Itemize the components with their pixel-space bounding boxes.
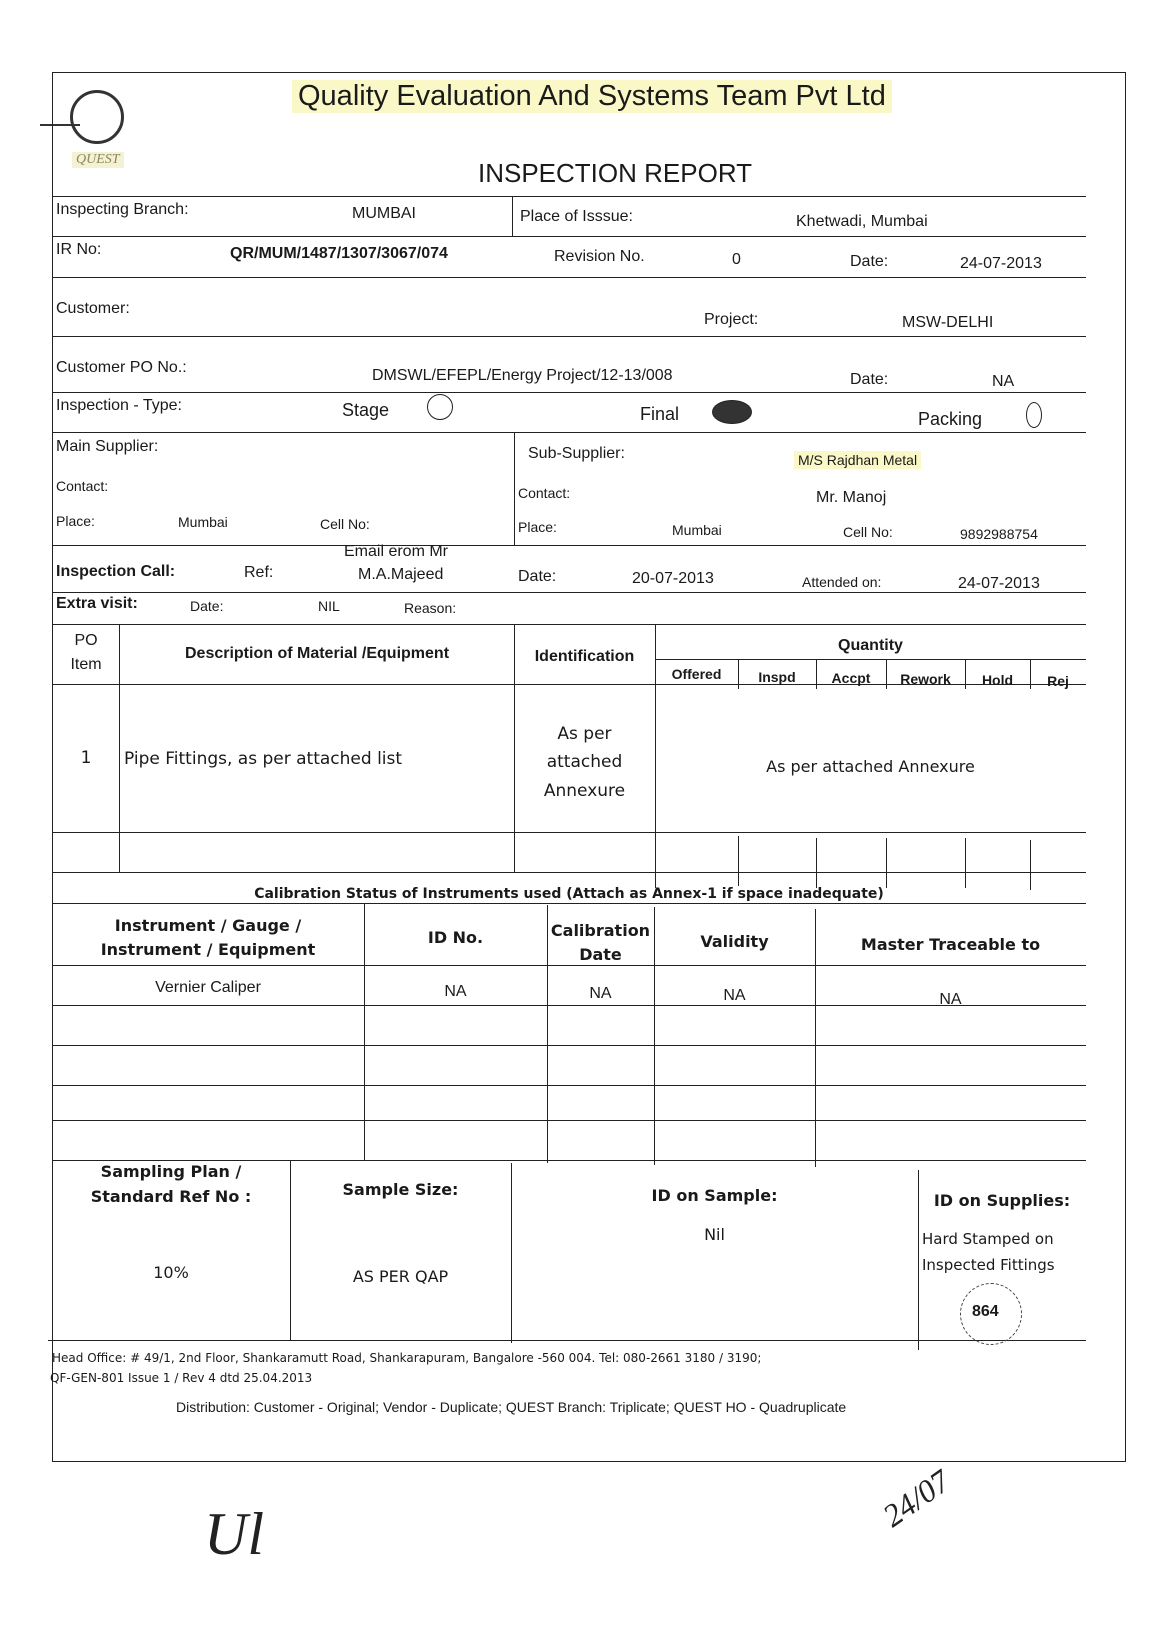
divider [52,432,1086,433]
customer-po-label: Customer PO No.: [56,359,187,376]
inspecting-branch-value: MUMBAI [352,205,416,222]
divider [52,1160,1086,1161]
revision-label: Revision No. [554,248,645,265]
divider [514,432,515,545]
report-title: INSPECTION REPORT [478,158,753,188]
divider [547,905,548,1163]
sampling-plan-label-1: Sampling Plan / [100,1162,242,1181]
cal-header-instrument-2: Instrument / Equipment [100,940,316,959]
cal-header-instrument-1: Instrument / Gauge / [114,916,302,935]
sample-size-value: AS PER QAP [352,1267,449,1286]
po-date-value: NA [992,373,1015,390]
cal-row-master: NA [939,991,962,1008]
inspection-call-label: Inspection Call: [56,563,176,580]
divider [52,236,1086,237]
header-quantity: Quantity [838,637,903,654]
customer-po-value: DMSWL/EFEPL/Energy Project/12-13/008 [372,367,673,384]
inspection-type-stage-radio[interactable] [427,394,453,420]
attended-on-label: Attended on: [802,574,882,590]
divider [48,1340,1086,1341]
sub-supplier-cell-value: 9892988754 [960,526,1038,542]
inspection-call-ref-line1: Email erom Mr [344,543,449,560]
quest-logo-text: QUEST [72,152,124,168]
sub-supplier-label: Sub-Supplier: [528,445,625,462]
sub-supplier-cell-label: Cell No: [843,524,893,540]
header-rej: Rej [1047,673,1069,689]
signature-left: Ul [204,1501,264,1567]
divider [52,872,1086,873]
report-date-label: Date: [850,253,889,270]
distribution-note: Distribution: Customer - Original; Vendor - Duplicate; QUEST Branch: Triplicate; QUEST HO - Quadruplicate [176,1399,847,1415]
divider [1030,840,1031,890]
company-name: Quality Evaluation And Systems Team Pvt Ltd [292,80,892,113]
extra-visit-date-label: Date: [190,598,224,614]
divider [512,196,513,236]
header-rework: Rework [900,671,951,687]
cal-row-id-no: NA [444,983,467,1000]
head-office-address: Head Office: # 49/1, 2nd Floor, Shankaramutt Road, Shankarapuram, Bangalore -560 004. Tel: 080-2661 3180 / 3190; [52,1351,762,1365]
sub-supplier-name: M/S Rajdhan Metal [794,451,921,469]
main-supplier-label: Main Supplier: [56,438,159,455]
customer-label: Customer: [56,300,130,317]
header-po-item-2: Item [70,656,102,673]
sub-supplier-place-value: Mumbai [672,522,722,538]
header-description: Description of Material /Equipment [184,645,450,662]
sub-supplier-contact-value: Mr. Manoj [816,489,887,506]
inspection-type-final-radio[interactable] [712,400,752,424]
signature-right: 24/07 [875,1462,957,1534]
header-offered: Offered [671,666,722,682]
divider [52,196,1086,197]
cal-row-instrument: Vernier Caliper [155,979,261,996]
divider [52,545,1086,546]
divider [816,838,817,888]
item-row-quantity: As per attached Annexure [766,757,975,776]
sample-size-label: Sample Size: [342,1180,459,1199]
stamp-text: 864 [972,1303,999,1320]
project-value: MSW-DELHI [902,314,994,331]
cal-header-id-no: ID No. [427,928,484,947]
divider [52,624,1086,625]
inspection-call-date-label: Date: [518,568,557,585]
main-supplier-place-value: Mumbai [178,514,228,530]
divider [52,277,1086,278]
cal-row-validity: NA [723,987,746,1004]
item-row-po-item: 1 [80,748,92,768]
place-of-issue-label: Place of Isssue: [520,208,633,225]
id-on-sample-value: Nil [704,1225,725,1244]
main-supplier-place-label: Place: [56,513,95,529]
sub-supplier-place-label: Place: [518,519,557,535]
cal-header-cal-date-2: Date [579,945,622,964]
divider [52,392,1086,393]
cal-header-cal-date-1: Calibration [550,921,651,940]
header-accpt: Accpt [831,670,871,686]
place-of-issue-value: Khetwadi, Mumbai [796,213,928,230]
divider [52,592,1086,593]
item-row-identification-3: Annexure [543,781,626,801]
revision-value: 0 [732,251,741,268]
divider [52,903,1086,904]
sub-supplier-contact-label: Contact: [518,485,571,501]
divider [655,659,1086,660]
header-identification: Identification [534,648,635,665]
sampling-plan-value: 10% [153,1263,189,1282]
cal-row-cal-date: NA [589,985,612,1002]
header-inspd: Inspd [758,669,796,685]
item-row-identification-2: attached [546,752,623,772]
divider [52,965,1086,966]
extra-visit-reason-label: Reason: [404,600,457,616]
cal-header-master: Master Traceable to [860,935,1041,954]
inspection-call-date-value: 20-07-2013 [632,570,714,587]
inspection-type-final-label: Final [640,404,680,424]
id-on-supplies-line2: Inspected Fittings [922,1256,1055,1274]
ir-no-value: QR/MUM/1487/1307/3067/074 [230,245,448,262]
po-date-label: Date: [850,371,889,388]
extra-visit-date-value: NIL [318,598,340,614]
header-hold: Hold [981,672,1014,688]
extra-visit-label: Extra visit: [56,595,138,612]
inspecting-branch-label: Inspecting Branch: [56,201,189,218]
id-on-supplies-label: ID on Supplies: [933,1191,1071,1210]
divider [52,1045,1086,1046]
id-on-supplies-line1: Hard Stamped on [922,1230,1054,1248]
divider [738,836,739,886]
main-supplier-cell-label: Cell No: [320,516,370,532]
header-po-item-1: PO [74,632,98,649]
item-row-identification-1: As per [557,724,612,744]
project-label: Project: [704,311,759,328]
inspection-type-packing-label: Packing [918,409,983,429]
divider [52,832,1086,833]
main-supplier-contact-label: Contact: [56,478,109,494]
inspection-type-stage-label: Stage [342,400,390,420]
divider [52,1120,1086,1121]
divider [52,1085,1086,1086]
inspection-call-ref-label: Ref: [244,564,274,581]
divider [886,838,887,888]
item-row-description: Pipe Fittings, as per attached list [124,749,403,769]
sampling-plan-label-2: Standard Ref No : [90,1187,252,1206]
divider [655,624,656,888]
report-date-value: 24-07-2013 [960,255,1042,272]
attended-on-value: 24-07-2013 [958,575,1040,592]
form-reference: QF-GEN-801 Issue 1 / Rev 4 dtd 25.04.2013 [50,1371,313,1385]
cal-header-validity: Validity [700,932,769,951]
calibration-title: Calibration Status of Instruments used (Attach as Annex-1 if space inadequate) [254,886,884,902]
ir-no-label: IR No: [56,241,102,258]
divider [965,838,966,888]
inspection-call-ref-line2: M.A.Majeed [358,566,444,583]
id-on-sample-label: ID on Sample: [651,1186,778,1205]
inspection-type-packing-radio[interactable] [1026,402,1042,428]
inspection-type-label: Inspection - Type: [56,397,182,414]
divider [52,336,1086,337]
